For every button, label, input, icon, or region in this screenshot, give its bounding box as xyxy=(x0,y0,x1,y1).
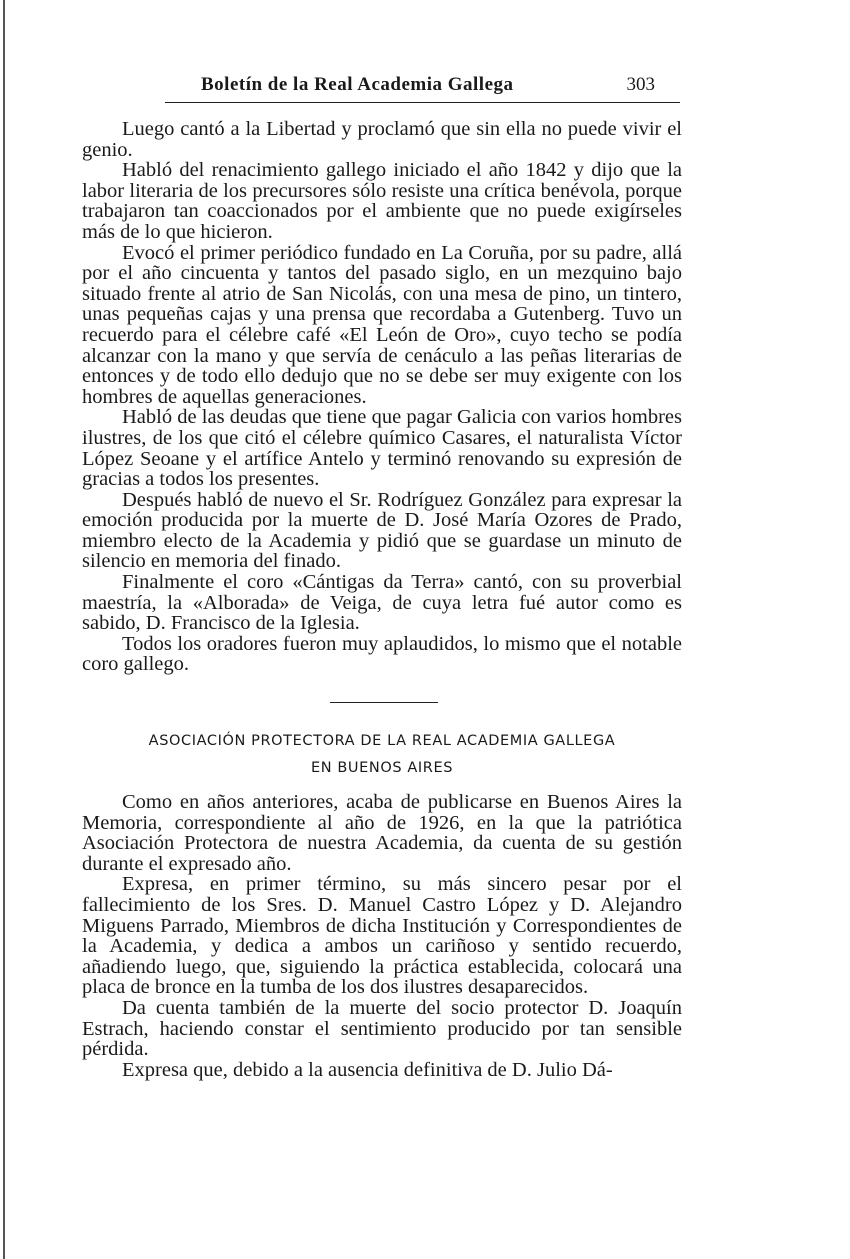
paragraph: Habló de las deudas que tiene que pagar Galicia con varios hombres ilustres, de los que citó el célebre químico Casares, el naturalista Víctor López Seoane y el artífice Antelo y terminó renovando su expresión de gracias a todos los presentes. xyxy=(82,406,682,491)
paragraph: Todos los oradores fueron muy aplaudidos, lo mismo que el notable coro gallego. xyxy=(82,632,682,676)
paragraph: Finalmente el coro «Cántigas da Terra» cantó, con su proverbial maestría, la «Alborada» de Veiga, de cuya letra fué autor como es sabido, D. Francisco de la Iglesia. xyxy=(82,571,682,635)
section-heading-line-2: EN BUENOS AIRES xyxy=(310,760,454,776)
paragraph: Da cuenta también de la muerte del socio protector D. Joaquín Estrach, haciendo constar el sentimiento producido por tan sensible pérdida. xyxy=(82,996,682,1061)
page-header xyxy=(165,72,680,103)
section-a-body xyxy=(82,119,682,675)
paragraph: Habló del renacimiento gallego iniciado el año 1842 y dijo que la labor literaria de los precursores sólo resiste una crítica benévola, porque trabajaron tan coaccionados por el ambiente que no puede exigírseles más de lo que hicieron. xyxy=(82,159,682,243)
paragraph: Como en años anteriores, acaba de publicarse en Buenos Aires la Memoria, correspondiente al año de 1926, en la que la patriótica Asociación Protectora de nuestra Academia, da cuenta de su gestión durante el expresado año. xyxy=(82,791,682,875)
page-number: 303 xyxy=(626,74,655,95)
section-heading-line-1: ASOCIACIÓN PROTECTORA DE LA REAL ACADEMIA GALLEGA xyxy=(148,733,616,749)
paragraph: Expresa, en primer término, su más sincero pesar por el fallecimiento de los Sres. D. Manuel Castro López y D. Alejandro Miguens Parrado, Miembros de dicha Institución y Correspondientes de la Academia, y dedica a ambos un cariñoso y sentido recuerdo, añadiendo luego, que, siguiendo la práctica establecida, colocará una placa de bronce en la tumba de los dos ilustres desaparecidos. xyxy=(82,873,682,999)
paragraph: Expresa que, debido a la ausencia definitiva de D. Julio Dá- xyxy=(122,1058,613,1081)
section-separator xyxy=(330,702,438,703)
page-edge-line xyxy=(3,0,5,1259)
section-b-body xyxy=(82,792,682,1080)
running-head: Boletín de la Real Academia Gallega xyxy=(201,74,514,95)
paragraph: Luego cantó a la Libertad y proclamó que sin ella no puede vivir el genio. xyxy=(82,118,682,161)
paragraph: Evocó el primer periódico fundado en La Coruña, por su padre, allá por el año cincuenta y tantos del pasado siglo, en un mezquino bajo situado frente al atrio de San Nicolás, con una mesa de pino, un tintero, unas pequeñas cajas y una prensa que recordaba a Gutenberg. Tuvo un recuerdo para el célebre café «El León de Oro», cuyo techo se podía alcanzar con la mano y que servía de cenáculo a las peñas literarias de entonces y de todo ello dedujo que no se debe ser muy exigente con los hombres de aquellas generaciones. xyxy=(82,241,682,408)
paragraph: Después habló de nuevo el Sr. Rodríguez González para expresar la emoción producida por la muerte de D. José María Ozores de Prado, miembro electo de la Academia y pidió que se guardase un minuto de silencio en memoria del finado. xyxy=(82,488,682,573)
